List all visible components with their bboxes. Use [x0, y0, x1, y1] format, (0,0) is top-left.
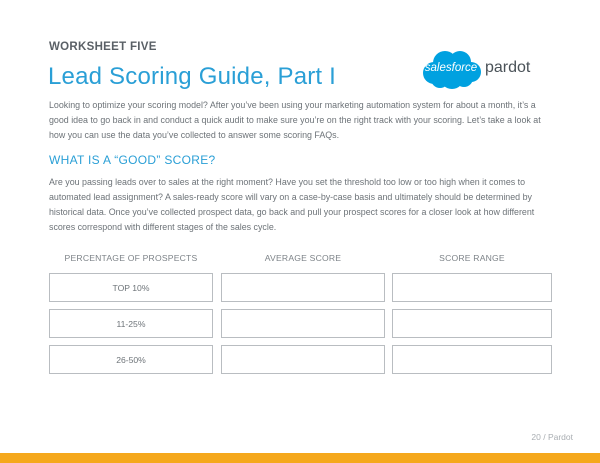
section-heading: WHAT IS A “GOOD” SCORE?	[49, 153, 216, 167]
cell-percentage-top-10: TOP 10%	[49, 273, 213, 302]
column-header-average-score: AVERAGE SCORE	[264, 253, 342, 263]
section-paragraph: Are you passing leads over to sales at the right moment? Have you set the threshold too low or too high when it comes to automated lead assignment? A sales-ready score will vary on a case-by-case basis and ultimately should be determined by historical data. Once you’ve collected prospect data, go back and pull your prospect scores for a closer look at how different scores correspond with different stages of the sales cycle.	[49, 177, 535, 232]
salesforce-pardot-logo	[420, 49, 530, 91]
salesforce-logo-text: salesforce	[424, 62, 478, 74]
cell-percentage-26-50: 26-50%	[49, 345, 213, 374]
bottom-accent-bar	[0, 453, 600, 463]
input-average-score-top-10[interactable]	[221, 273, 385, 302]
page-title: Lead Scoring Guide, Part I	[48, 63, 337, 90]
worksheet-label: WORKSHEET FIVE	[49, 41, 157, 53]
column-header-score-range: SCORE RANGE	[439, 253, 505, 263]
column-header-percentage: PERCENTAGE OF PROSPECTS	[64, 253, 198, 263]
input-average-score-26-50[interactable]	[221, 345, 385, 374]
cell-percentage-11-25: 11-25%	[49, 309, 213, 338]
intro-paragraph: Looking to optimize your scoring model? After you’ve been using your marketing automation system for about a month, it’s a good idea to go back in and conduct a quick audit to make sure you’re on the right track with your scoring. Let’s take a look at how you can use the data you’ve collected to answer some scoring FAQs.	[49, 100, 541, 140]
pardot-logo-text: pardot	[485, 59, 531, 76]
input-average-score-11-25[interactable]	[221, 309, 385, 338]
salesforce-cloud-icon	[420, 49, 482, 91]
input-score-range-top-10[interactable]	[392, 273, 552, 302]
page-number: 20 / Pardot	[531, 432, 573, 442]
input-score-range-11-25[interactable]	[392, 309, 552, 338]
input-score-range-26-50[interactable]	[392, 345, 552, 374]
